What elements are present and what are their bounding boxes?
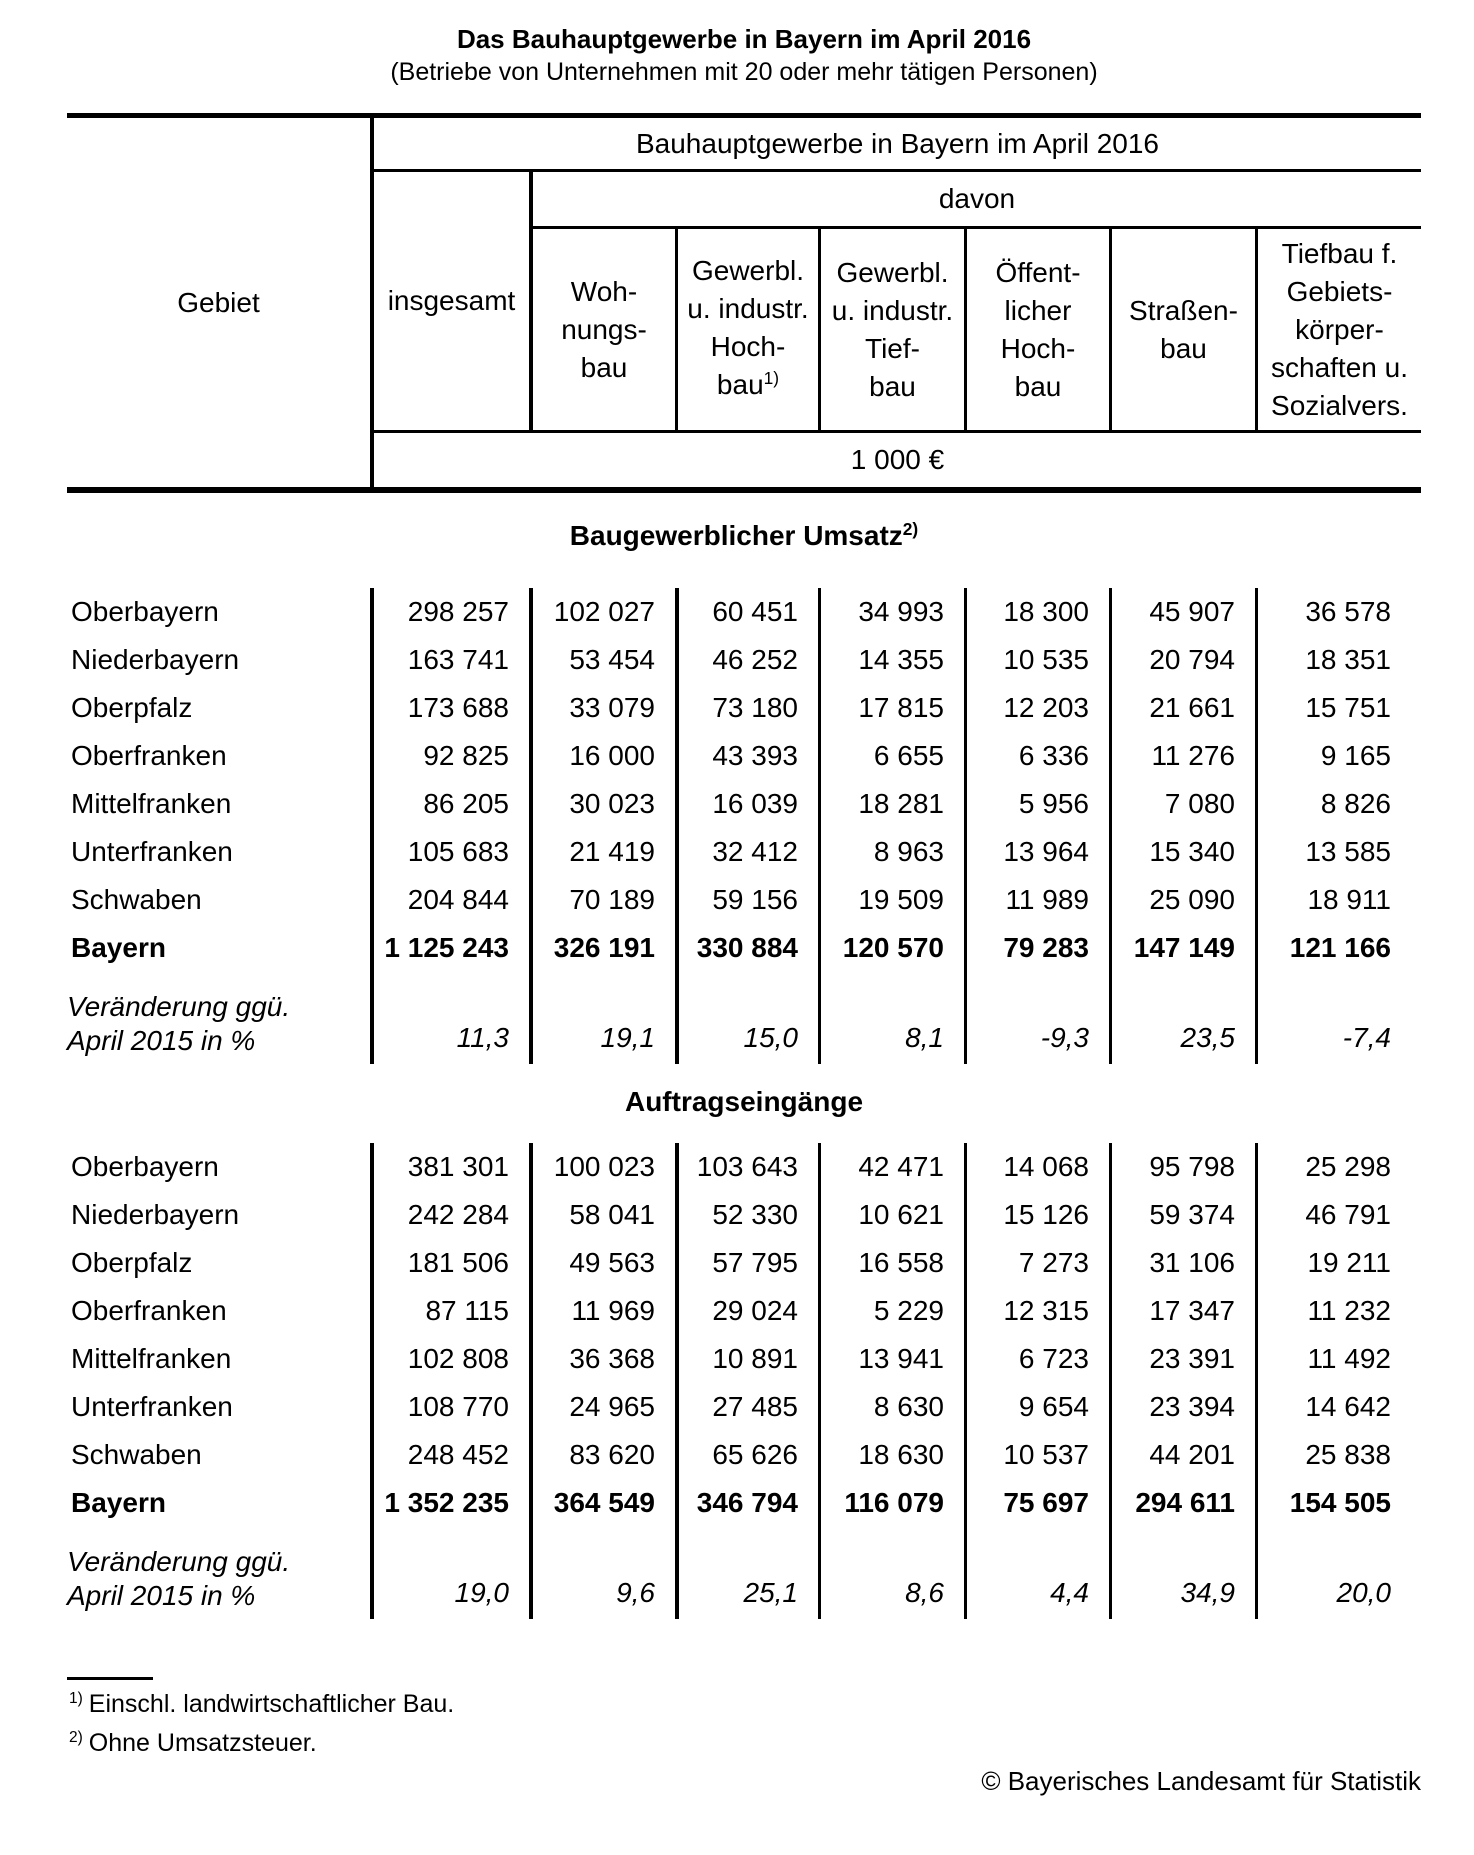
value-cell: 18 630 bbox=[818, 1431, 964, 1479]
region-label: Unterfranken bbox=[71, 1391, 233, 1422]
value-cell: 204 844 bbox=[370, 876, 529, 924]
section-title-umsatz bbox=[67, 520, 1421, 552]
footnote-marker: 2) bbox=[902, 519, 919, 540]
value-cell: 15 126 bbox=[964, 1191, 1109, 1239]
table-header bbox=[67, 113, 1421, 493]
change-value-cell: 23,5 bbox=[1109, 972, 1255, 1064]
value-cell: 17 815 bbox=[818, 684, 964, 732]
value-cell: 34 993 bbox=[818, 588, 964, 636]
region-label: Niederbayern bbox=[71, 644, 240, 675]
change-value-cell: 4,4 bbox=[964, 1527, 1109, 1619]
value-cell: 60 451 bbox=[675, 588, 818, 636]
value-cell: 30 023 bbox=[529, 780, 675, 828]
data-table-auftragseingaenge bbox=[67, 1143, 1421, 1619]
footnote-marker: 1) bbox=[763, 368, 780, 389]
change-value-cell: 8,6 bbox=[818, 1527, 964, 1619]
region-label: Oberfranken bbox=[71, 1295, 227, 1326]
value-cell: 242 284 bbox=[370, 1191, 529, 1239]
section-title-text: Baugewerblicher Umsatz bbox=[569, 520, 903, 551]
value-cell: 32 412 bbox=[675, 828, 818, 876]
value-cell: 43 393 bbox=[675, 732, 818, 780]
unit-header: 1 000 € bbox=[370, 430, 1421, 487]
value-cell: 18 281 bbox=[818, 780, 964, 828]
value-cell: 19 211 bbox=[1255, 1239, 1421, 1287]
value-cell: 33 079 bbox=[529, 684, 675, 732]
value-cell: 13 941 bbox=[818, 1335, 964, 1383]
value-cell: 10 535 bbox=[964, 636, 1109, 684]
region-label: Bayern bbox=[71, 932, 166, 963]
footnote bbox=[69, 1690, 454, 1719]
footnote-text: Einschl. landwirtschaftlicher Bau. bbox=[88, 1690, 455, 1718]
footnote-marker: 1) bbox=[69, 1690, 83, 1708]
value-cell: 21 419 bbox=[529, 828, 675, 876]
value-cell: 79 283 bbox=[964, 924, 1109, 972]
value-cell: 18 300 bbox=[964, 588, 1109, 636]
value-cell: 24 965 bbox=[529, 1383, 675, 1431]
region-label: Niederbayern bbox=[71, 1199, 240, 1230]
region-label: Oberbayern bbox=[71, 1151, 219, 1182]
value-cell: 147 149 bbox=[1109, 924, 1255, 972]
value-cell: 10 537 bbox=[964, 1431, 1109, 1479]
value-cell: 346 794 bbox=[675, 1479, 818, 1527]
value-cell: 52 330 bbox=[675, 1191, 818, 1239]
value-cell: 173 688 bbox=[370, 684, 529, 732]
value-cell: 21 661 bbox=[1109, 684, 1255, 732]
value-cell: 42 471 bbox=[818, 1143, 964, 1191]
value-cell: 294 611 bbox=[1109, 1479, 1255, 1527]
value-cell: 11 276 bbox=[1109, 732, 1255, 780]
value-cell: 100 023 bbox=[529, 1143, 675, 1191]
change-value-cell: 20,0 bbox=[1255, 1527, 1421, 1619]
value-cell: 120 570 bbox=[818, 924, 964, 972]
value-cell: 65 626 bbox=[675, 1431, 818, 1479]
value-cell: 105 683 bbox=[370, 828, 529, 876]
value-cell: 16 558 bbox=[818, 1239, 964, 1287]
value-cell: 57 795 bbox=[675, 1239, 818, 1287]
value-cell: 59 156 bbox=[675, 876, 818, 924]
value-cell: 12 203 bbox=[964, 684, 1109, 732]
region-label: Oberfranken bbox=[71, 740, 227, 771]
region-label: Unterfranken bbox=[71, 836, 233, 867]
value-cell: 45 907 bbox=[1109, 588, 1255, 636]
value-cell: 14 355 bbox=[818, 636, 964, 684]
value-cell: 14 068 bbox=[964, 1143, 1109, 1191]
change-value-cell: 8,1 bbox=[818, 972, 964, 1064]
value-cell: 102 808 bbox=[370, 1335, 529, 1383]
value-cell: 102 027 bbox=[529, 588, 675, 636]
value-cell: 6 723 bbox=[964, 1335, 1109, 1383]
table-group-header: Bauhauptgewerbe in Bayern im April 2016 bbox=[370, 118, 1421, 172]
value-cell: 44 201 bbox=[1109, 1431, 1255, 1479]
value-cell: 25 838 bbox=[1255, 1431, 1421, 1479]
value-cell: 103 643 bbox=[675, 1143, 818, 1191]
value-cell: 86 205 bbox=[370, 780, 529, 828]
value-cell: 9 165 bbox=[1255, 732, 1421, 780]
value-cell: 25 090 bbox=[1109, 876, 1255, 924]
value-cell: 108 770 bbox=[370, 1383, 529, 1431]
value-cell: 248 452 bbox=[370, 1431, 529, 1479]
footnote bbox=[69, 1729, 317, 1758]
value-cell: 70 189 bbox=[529, 876, 675, 924]
change-value-cell: -9,3 bbox=[964, 972, 1109, 1064]
section-title-text: Auftragseingänge bbox=[624, 1086, 864, 1117]
region-label: Mittelfranken bbox=[71, 788, 232, 819]
change-value-cell: 19,1 bbox=[529, 972, 675, 1064]
value-cell: 18 911 bbox=[1255, 876, 1421, 924]
value-cell: 10 891 bbox=[675, 1335, 818, 1383]
value-cell: 29 024 bbox=[675, 1287, 818, 1335]
gebiet-column-header: Gebiet bbox=[177, 286, 260, 318]
value-cell: 16 039 bbox=[675, 780, 818, 828]
value-cell: 8 630 bbox=[818, 1383, 964, 1431]
value-cell: 298 257 bbox=[370, 588, 529, 636]
change-value-cell: 19,0 bbox=[370, 1527, 529, 1619]
region-label: Mittelfranken bbox=[71, 1343, 232, 1374]
change-value-cell: 15,0 bbox=[675, 972, 818, 1064]
value-cell: 58 041 bbox=[529, 1191, 675, 1239]
copyright-notice: © Bayerisches Landesamt für Statistik bbox=[981, 1766, 1421, 1796]
value-cell: 8 963 bbox=[818, 828, 964, 876]
insgesamt-column-header: insgesamt bbox=[370, 172, 529, 430]
data-table-umsatz bbox=[67, 588, 1421, 1064]
change-value-cell: 11,3 bbox=[370, 972, 529, 1064]
change-row-label: Veränderung ggü. April 2015 in % bbox=[67, 991, 291, 1056]
column-header: Öffent- licher Hoch- bau bbox=[964, 229, 1109, 430]
region-label: Oberpfalz bbox=[71, 692, 193, 723]
value-cell: 8 826 bbox=[1255, 780, 1421, 828]
value-cell: 13 585 bbox=[1255, 828, 1421, 876]
value-cell: 23 394 bbox=[1109, 1383, 1255, 1431]
region-label: Schwaben bbox=[71, 1439, 202, 1470]
value-cell: 11 492 bbox=[1255, 1335, 1421, 1383]
value-cell: 23 391 bbox=[1109, 1335, 1255, 1383]
value-cell: 87 115 bbox=[370, 1287, 529, 1335]
value-cell: 154 505 bbox=[1255, 1479, 1421, 1527]
value-cell: 7 080 bbox=[1109, 780, 1255, 828]
value-cell: 7 273 bbox=[964, 1239, 1109, 1287]
value-cell: 11 989 bbox=[964, 876, 1109, 924]
value-cell: 14 642 bbox=[1255, 1383, 1421, 1431]
value-cell: 1 352 235 bbox=[370, 1479, 529, 1527]
region-label: Schwaben bbox=[71, 884, 202, 915]
value-cell: 25 298 bbox=[1255, 1143, 1421, 1191]
value-cell: 13 964 bbox=[964, 828, 1109, 876]
value-cell: 20 794 bbox=[1109, 636, 1255, 684]
value-cell: 330 884 bbox=[675, 924, 818, 972]
value-cell: 46 252 bbox=[675, 636, 818, 684]
value-cell: 92 825 bbox=[370, 732, 529, 780]
region-label: Oberpfalz bbox=[71, 1247, 193, 1278]
value-cell: 19 509 bbox=[818, 876, 964, 924]
column-header: Tiefbau f. Gebiets- körper- schaften u. Sozialvers. bbox=[1255, 229, 1421, 430]
value-cell: 6 336 bbox=[964, 732, 1109, 780]
section-title-auftragseingaenge bbox=[67, 1086, 1421, 1118]
value-cell: 16 000 bbox=[529, 732, 675, 780]
value-cell: 36 368 bbox=[529, 1335, 675, 1383]
value-cell: 11 969 bbox=[529, 1287, 675, 1335]
value-cell: 181 506 bbox=[370, 1239, 529, 1287]
value-cell: 75 697 bbox=[964, 1479, 1109, 1527]
change-value-cell: -7,4 bbox=[1255, 972, 1421, 1064]
value-cell: 163 741 bbox=[370, 636, 529, 684]
value-cell: 15 340 bbox=[1109, 828, 1255, 876]
footnote-divider bbox=[67, 1677, 153, 1680]
value-cell: 36 578 bbox=[1255, 588, 1421, 636]
value-cell: 116 079 bbox=[818, 1479, 964, 1527]
change-row-label: Veränderung ggü. April 2015 in % bbox=[67, 1546, 291, 1611]
value-cell: 83 620 bbox=[529, 1431, 675, 1479]
value-cell: 53 454 bbox=[529, 636, 675, 684]
value-cell: 27 485 bbox=[675, 1383, 818, 1431]
value-cell: 11 232 bbox=[1255, 1287, 1421, 1335]
value-cell: 364 549 bbox=[529, 1479, 675, 1527]
value-cell: 10 621 bbox=[818, 1191, 964, 1239]
value-cell: 6 655 bbox=[818, 732, 964, 780]
column-header: Gewerbl. u. industr. Hoch- bau$^{1)}$ bbox=[675, 229, 818, 430]
page-subtitle: (Betriebe von Unternehmen mit 20 oder mehr tätigen Personen) bbox=[390, 58, 1098, 86]
change-value-cell: 34,9 bbox=[1109, 1527, 1255, 1619]
value-cell: 59 374 bbox=[1109, 1191, 1255, 1239]
value-cell: 17 347 bbox=[1109, 1287, 1255, 1335]
region-label: Oberbayern bbox=[71, 596, 219, 627]
change-value-cell: 25,1 bbox=[675, 1527, 818, 1619]
value-cell: 73 180 bbox=[675, 684, 818, 732]
change-value-cell: 9,6 bbox=[529, 1527, 675, 1619]
value-cell: 326 191 bbox=[529, 924, 675, 972]
footnote-text: Ohne Umsatzsteuer. bbox=[88, 1729, 317, 1757]
value-cell: 1 125 243 bbox=[370, 924, 529, 972]
value-cell: 49 563 bbox=[529, 1239, 675, 1287]
value-cell: 5 229 bbox=[818, 1287, 964, 1335]
value-cell: 18 351 bbox=[1255, 636, 1421, 684]
page-title: Das Bauhauptgewerbe in Bayern im April 2016 bbox=[456, 24, 1032, 54]
value-cell: 31 106 bbox=[1109, 1239, 1255, 1287]
value-cell: 15 751 bbox=[1255, 684, 1421, 732]
value-cell: 9 654 bbox=[964, 1383, 1109, 1431]
footnote-marker: 2) bbox=[69, 1729, 83, 1747]
column-header: Woh- nungs- bau bbox=[529, 229, 675, 430]
column-header: Straßen- bau bbox=[1109, 229, 1255, 430]
value-cell: 121 166 bbox=[1255, 924, 1421, 972]
value-cell: 5 956 bbox=[964, 780, 1109, 828]
value-cell: 95 798 bbox=[1109, 1143, 1255, 1191]
column-header: Gewerbl. u. industr. Tief- bau bbox=[818, 229, 964, 430]
value-cell: 46 791 bbox=[1255, 1191, 1421, 1239]
value-cell: 381 301 bbox=[370, 1143, 529, 1191]
value-cell: 12 315 bbox=[964, 1287, 1109, 1335]
region-label: Bayern bbox=[71, 1487, 166, 1518]
davon-group-header: davon bbox=[529, 172, 1421, 229]
